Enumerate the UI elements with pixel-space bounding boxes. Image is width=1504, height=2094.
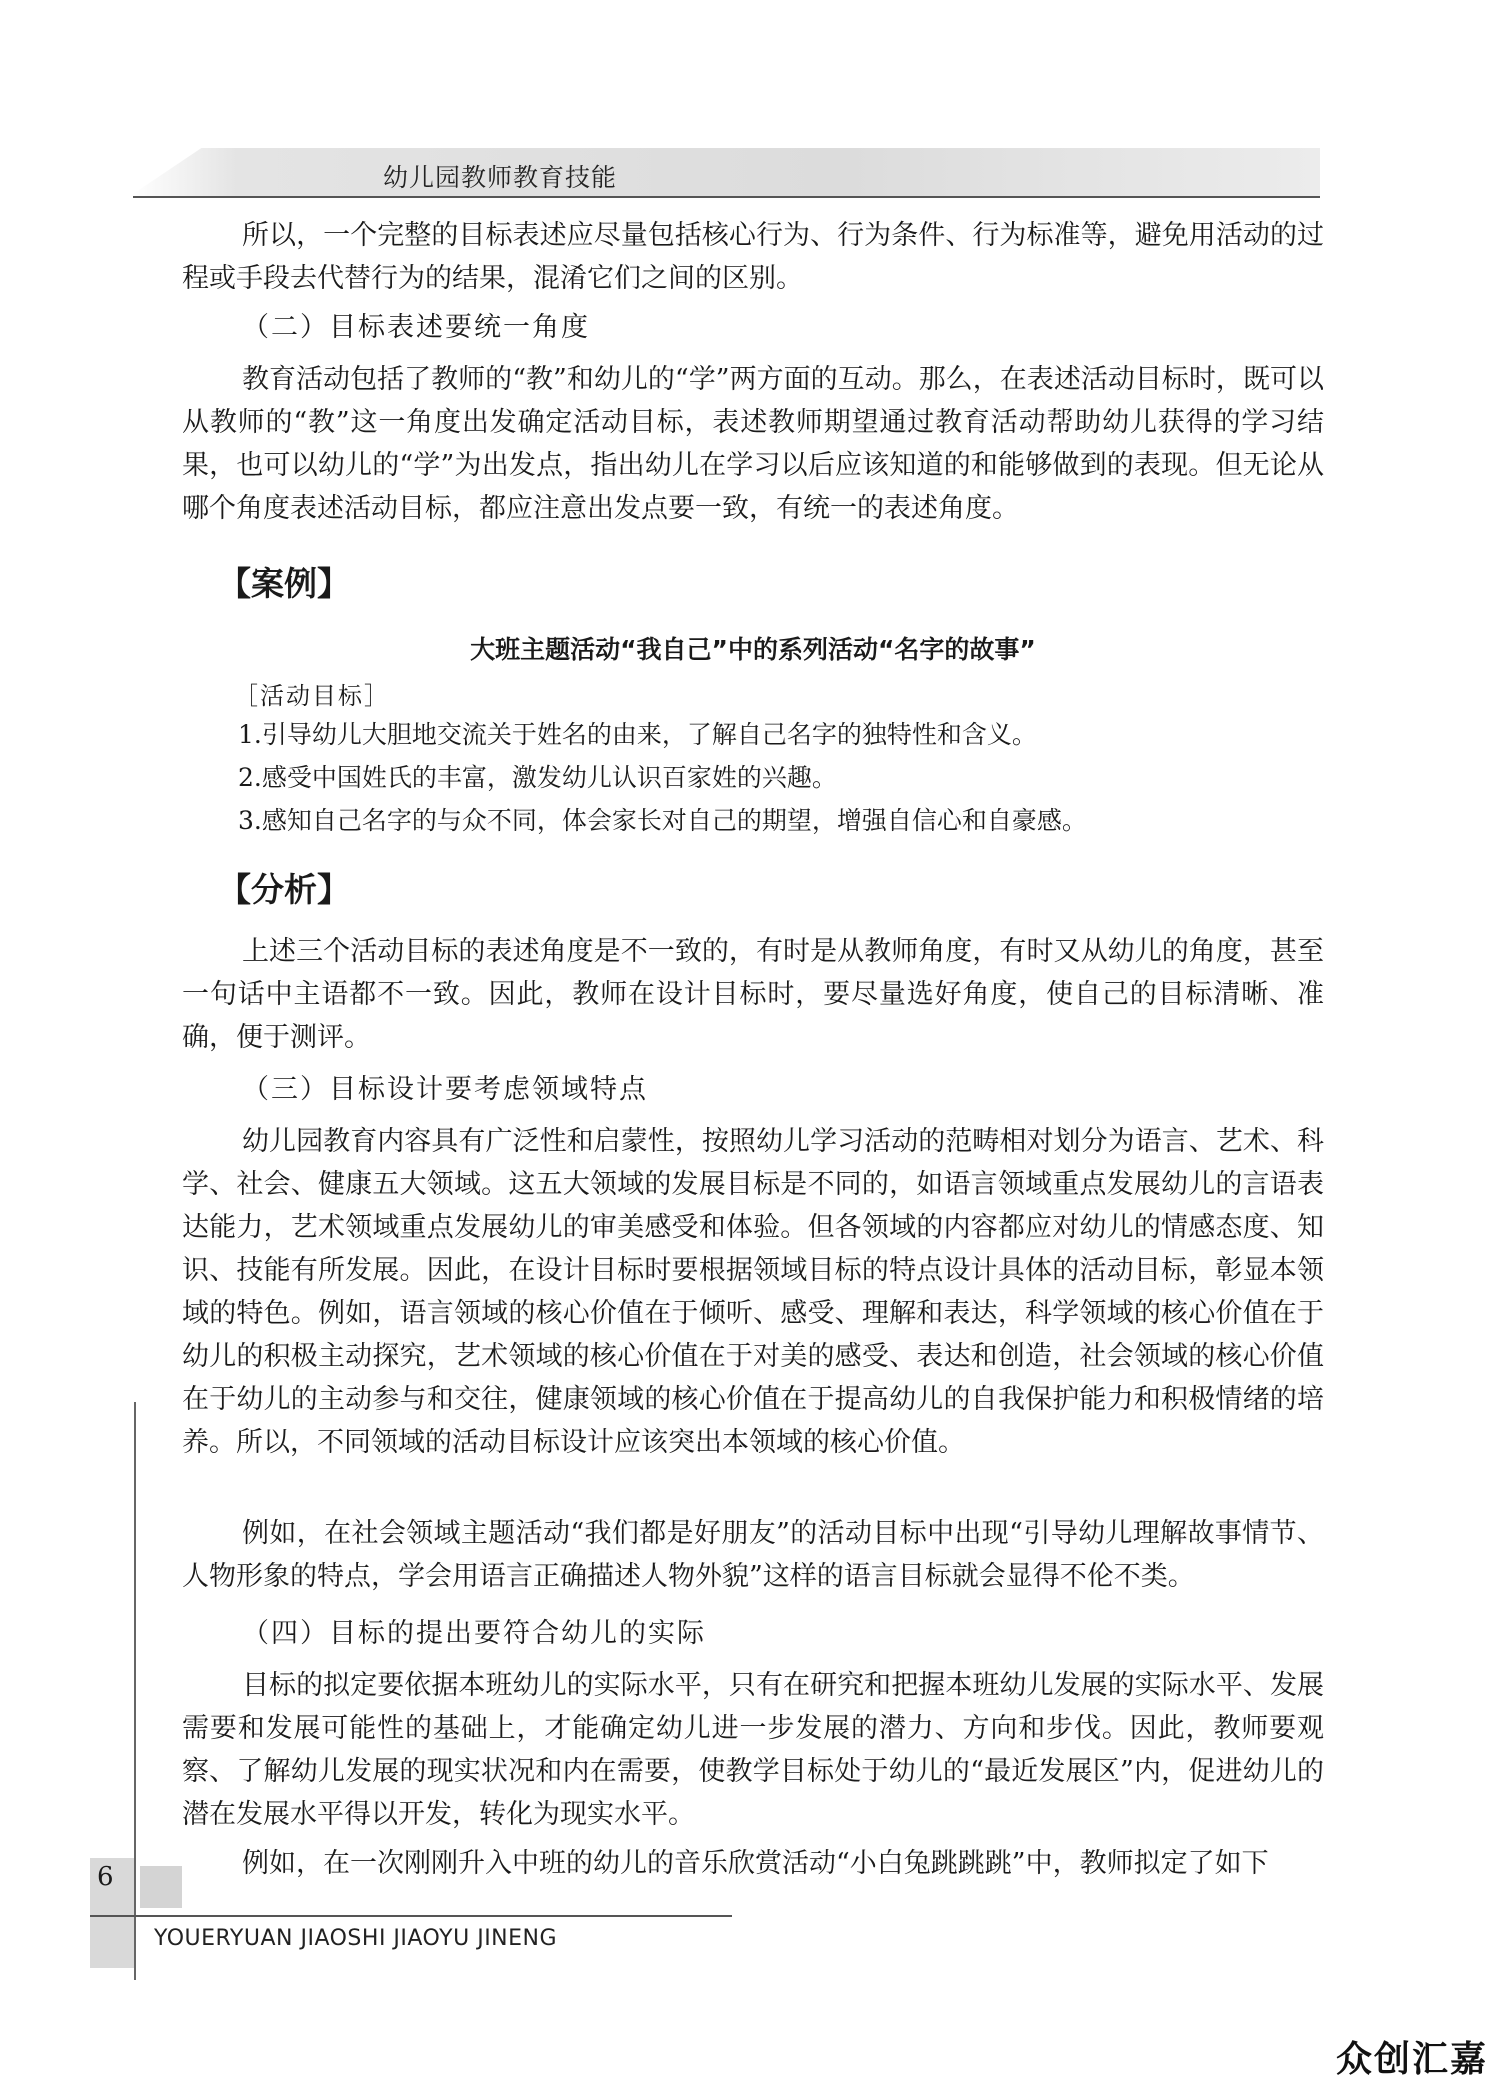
section-2-heading: （二）目标表述要统一角度 [242, 312, 590, 343]
section-2-body: 教育活动包括了教师的“教”和幼儿的“学”两方面的互动。那么，在表述活动目标时，既可以从教师的“教”这一角度出发确定活动目标，表述教师期望通过教育活动帮助幼儿获得的学习结果，也可以幼儿的“学”为出发点，指出幼儿在学习以后应该知道的和能够做到的表现。但无论从哪个角度表述活动目标，都应注意出发点要一致，有统一的表述角度。 [182, 364, 1324, 524]
goal-item: 3.感知自己名字的与众不同，体会家长对自己的期望，增强自信心和自豪感。 [238, 806, 1087, 835]
case-title: 大班主题活动“我自己”中的系列活动“名字的故事” [470, 635, 1036, 664]
section-3-body: 幼儿园教育内容具有广泛性和启蒙性，按照幼儿学习活动的范畴相对划分为语言、艺术、科学、社会、健康五大领域。这五大领域的发展目标是不同的，如语言领域重点发展幼儿的言语表达能力，艺术领域重点发展幼儿的审美感受和体验。但各领域的内容都应对幼儿的情感态度、知识、技能有所发展。因此，在设计目标时要根据领域目标的特点设计具体的活动目标，彰显本领域的特色。例如，语言领域的核心价值在于倾听、感受、理解和表达，科学领域的核心价值在于幼儿的积极主动探究，艺术领域的核心价值在于对美的感受、表达和创造，社会领域的核心价值在于幼儿的主动参与和交往，健康领域的核心价值在于提高幼儿的自我保护能力和积极情绪的培养。所以，不同领域的活动目标设计应该突出本领域的核心价值。 [182, 1126, 1324, 1458]
goal-item: 1.引导幼儿大胆地交流关于姓名的由来，了解自己名字的独特性和含义。 [238, 720, 1037, 749]
footer-gray-box [140, 1866, 182, 1908]
footer-vertical-rule [134, 1402, 136, 1980]
section-3-example: 例如，在社会领域主题活动“我们都是好朋友”的活动目标中出现“引导幼儿理解故事情节、人物形象的特点，学会用语言正确描述人物外貌”这样的语言目标就会显得不伦不类。 [182, 1518, 1324, 1592]
footer-pinyin-title: YOUERYUAN JIAOSHI JIAOYU JINENG [154, 1926, 558, 1951]
analysis-tag: 【分析】 [218, 870, 350, 909]
footer-divider [90, 1915, 732, 1917]
case-tag: 【案例】 [218, 564, 350, 603]
page-number: 6 [97, 1862, 114, 1892]
section-4-heading: （四）目标的提出要符合幼儿的实际 [242, 1618, 706, 1649]
activity-goals-label: ［活动目标］ [234, 682, 390, 710]
watermark-logo: 众创汇嘉 [1335, 2039, 1488, 2080]
section-4-body: 目标的拟定要依据本班幼儿的实际水平，只有在研究和把握本班幼儿发展的实际水平、发展需要和发展可能性的基础上，才能确定幼儿进一步发展的潜力、方向和步伐。因此，教师要观察、了解幼儿发展的现实状况和内在需要，使教学目标处于幼儿的“最近发展区”内，促进幼儿的潜在发展水平得以开发，转化为现实水平。 [182, 1670, 1324, 1830]
header-band [130, 148, 1320, 196]
goal-item: 2.感受中国姓氏的丰富，激发幼儿认识百家姓的兴趣。 [238, 763, 837, 792]
header-divider [133, 196, 1320, 198]
analysis-body: 上述三个活动目标的表述角度是不一致的，有时是从教师角度，有时又从幼儿的角度，甚至一句话中主语都不一致。因此，教师在设计目标时，要尽量选好角度，使自己的目标清晰、准确，便于测评。 [182, 936, 1324, 1053]
section-3-heading: （三）目标设计要考虑领域特点 [242, 1074, 648, 1105]
intro-paragraph: 所以，一个完整的目标表述应尽量包括核心行为、行为条件、行为标准等，避免用活动的过程或手段去代替行为的结果，混淆它们之间的区别。 [182, 220, 1324, 294]
running-header-title: 幼儿园教师教育技能 [383, 163, 618, 192]
section-4-example: 例如，在一次刚刚升入中班的幼儿的音乐欣赏活动“小白兔跳跳跳”中，教师拟定了如下 [242, 1848, 1269, 1879]
